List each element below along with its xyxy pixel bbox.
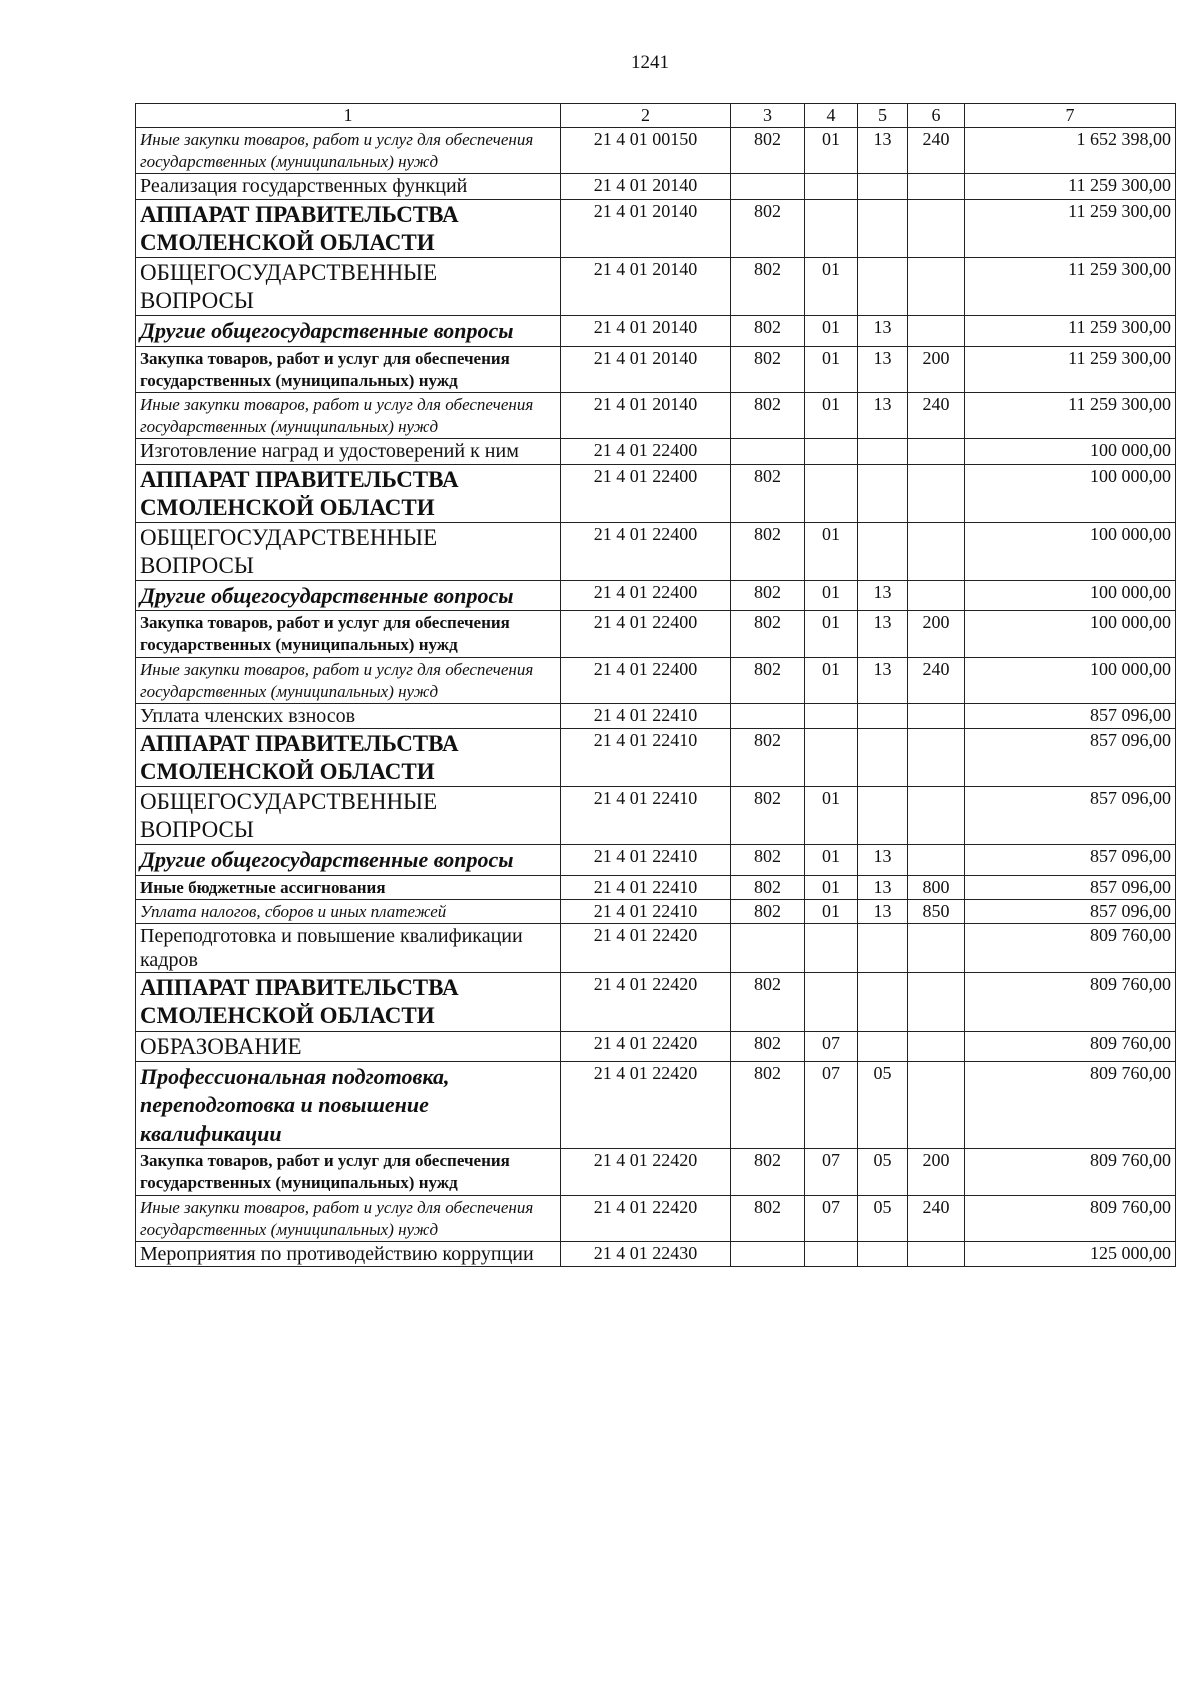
table-row — [136, 128, 1176, 174]
row-target-code: 21 4 01 22420 — [561, 1031, 731, 1061]
table-row — [136, 900, 1176, 924]
row-ministry-code: 802 — [731, 522, 805, 580]
page-number: 1241 — [631, 52, 669, 73]
row-subsection-code: 13 — [858, 900, 908, 924]
row-subsection-code: 05 — [858, 1195, 908, 1241]
row-subsection-code — [858, 1241, 908, 1267]
row-target-code: 21 4 01 20140 — [561, 392, 731, 438]
row-subsection-code — [858, 522, 908, 580]
row-section-code: 07 — [805, 1149, 858, 1195]
row-subsection-code: 13 — [858, 128, 908, 174]
row-name: Другие общегосударственные вопросы — [136, 580, 561, 611]
table-row — [136, 392, 1176, 438]
col-header-7: 7 — [965, 104, 1176, 128]
table-row — [136, 199, 1176, 257]
row-name: АППАРАТ ПРАВИТЕЛЬСТВА СМОЛЕНСКОЙ ОБЛАСТИ — [136, 464, 561, 522]
table-row — [136, 522, 1176, 580]
row-target-code: 21 4 01 00150 — [561, 128, 731, 174]
row-expense-type — [908, 438, 965, 464]
row-section-code: 07 — [805, 1195, 858, 1241]
row-amount: 857 096,00 — [965, 876, 1176, 900]
row-section-code — [805, 973, 858, 1031]
row-section-code — [805, 703, 858, 729]
row-subsection-code — [858, 703, 908, 729]
row-name: ОБЩЕГОСУДАРСТВЕННЫЕ ВОПРОСЫ — [136, 522, 561, 580]
row-name: Другие общегосударственные вопросы — [136, 845, 561, 876]
row-target-code: 21 4 01 22430 — [561, 1241, 731, 1267]
col-header-6: 6 — [908, 104, 965, 128]
row-amount: 809 760,00 — [965, 1061, 1176, 1149]
row-subsection-code: 13 — [858, 845, 908, 876]
row-subsection-code — [858, 973, 908, 1031]
table-row — [136, 257, 1176, 315]
row-ministry-code — [731, 703, 805, 729]
row-name: АППАРАТ ПРАВИТЕЛЬСТВА СМОЛЕНСКОЙ ОБЛАСТИ — [136, 199, 561, 257]
row-amount: 125 000,00 — [965, 1241, 1176, 1267]
row-subsection-code: 13 — [858, 346, 908, 392]
table-row — [136, 1241, 1176, 1267]
row-name: Иные закупки товаров, работ и услуг для обеспечения государственных (муниципальных) нужд — [136, 392, 561, 438]
row-expense-type: 240 — [908, 128, 965, 174]
row-ministry-code: 802 — [731, 973, 805, 1031]
table-row — [136, 1061, 1176, 1149]
row-amount: 809 760,00 — [965, 1031, 1176, 1061]
row-section-code: 01 — [805, 257, 858, 315]
table-row — [136, 438, 1176, 464]
table-row — [136, 611, 1176, 657]
row-subsection-code: 13 — [858, 392, 908, 438]
row-ministry-code: 802 — [731, 729, 805, 787]
row-ministry-code: 802 — [731, 199, 805, 257]
row-expense-type: 240 — [908, 392, 965, 438]
row-name: Закупка товаров, работ и услуг для обеспечения государственных (муниципальных) нужд — [136, 346, 561, 392]
row-amount: 100 000,00 — [965, 438, 1176, 464]
row-expense-type — [908, 199, 965, 257]
row-expense-type: 200 — [908, 611, 965, 657]
row-expense-type — [908, 174, 965, 200]
row-name: Закупка товаров, работ и услуг для обеспечения государственных (муниципальных) нужд — [136, 611, 561, 657]
row-name: Изготовление наград и удостоверений к ним — [136, 438, 561, 464]
row-ministry-code — [731, 438, 805, 464]
table-row — [136, 580, 1176, 611]
table-row — [136, 315, 1176, 346]
table-row — [136, 703, 1176, 729]
row-section-code — [805, 1241, 858, 1267]
row-target-code: 21 4 01 20140 — [561, 257, 731, 315]
col-header-1: 1 — [136, 104, 561, 128]
row-ministry-code: 802 — [731, 787, 805, 845]
row-target-code: 21 4 01 22420 — [561, 1195, 731, 1241]
table-row — [136, 924, 1176, 973]
table-row — [136, 346, 1176, 392]
row-target-code: 21 4 01 22400 — [561, 611, 731, 657]
row-name: Закупка товаров, работ и услуг для обеспечения государственных (муниципальных) нужд — [136, 1149, 561, 1195]
row-expense-type: 200 — [908, 1149, 965, 1195]
row-ministry-code: 802 — [731, 845, 805, 876]
row-subsection-code: 05 — [858, 1061, 908, 1149]
row-section-code: 01 — [805, 346, 858, 392]
row-subsection-code — [858, 464, 908, 522]
table-row — [136, 657, 1176, 703]
row-amount: 809 760,00 — [965, 973, 1176, 1031]
row-target-code: 21 4 01 22400 — [561, 657, 731, 703]
row-section-code: 01 — [805, 900, 858, 924]
row-expense-type — [908, 1031, 965, 1061]
row-subsection-code — [858, 924, 908, 973]
budget-table — [135, 103, 1176, 1267]
row-amount: 11 259 300,00 — [965, 315, 1176, 346]
row-ministry-code: 802 — [731, 900, 805, 924]
col-header-5: 5 — [858, 104, 908, 128]
row-expense-type: 240 — [908, 657, 965, 703]
row-amount: 100 000,00 — [965, 464, 1176, 522]
row-amount: 857 096,00 — [965, 787, 1176, 845]
row-amount: 1 652 398,00 — [965, 128, 1176, 174]
row-section-code — [805, 729, 858, 787]
col-header-4: 4 — [805, 104, 858, 128]
row-target-code: 21 4 01 22410 — [561, 703, 731, 729]
row-ministry-code: 802 — [731, 580, 805, 611]
row-target-code: 21 4 01 20140 — [561, 315, 731, 346]
row-section-code: 01 — [805, 522, 858, 580]
row-name: АППАРАТ ПРАВИТЕЛЬСТВА СМОЛЕНСКОЙ ОБЛАСТИ — [136, 973, 561, 1031]
row-target-code: 21 4 01 20140 — [561, 174, 731, 200]
row-expense-type — [908, 1061, 965, 1149]
row-section-code — [805, 924, 858, 973]
col-header-2: 2 — [561, 104, 731, 128]
row-amount: 809 760,00 — [965, 1149, 1176, 1195]
table-body — [136, 128, 1176, 1267]
row-expense-type — [908, 1241, 965, 1267]
row-name: Переподготовка и повышение квалификации кадров — [136, 924, 561, 973]
row-subsection-code — [858, 787, 908, 845]
row-subsection-code: 13 — [858, 580, 908, 611]
row-target-code: 21 4 01 22400 — [561, 438, 731, 464]
row-expense-type — [908, 464, 965, 522]
row-amount: 100 000,00 — [965, 657, 1176, 703]
row-ministry-code: 802 — [731, 876, 805, 900]
row-section-code: 01 — [805, 315, 858, 346]
table-row — [136, 845, 1176, 876]
row-amount: 857 096,00 — [965, 703, 1176, 729]
row-amount: 11 259 300,00 — [965, 346, 1176, 392]
row-expense-type: 800 — [908, 876, 965, 900]
row-subsection-code — [858, 257, 908, 315]
row-subsection-code — [858, 1031, 908, 1061]
row-name: Уплата налогов, сборов и иных платежей — [136, 900, 561, 924]
table-row — [136, 729, 1176, 787]
row-section-code: 01 — [805, 845, 858, 876]
row-name: Мероприятия по противодействию коррупции — [136, 1241, 561, 1267]
row-subsection-code — [858, 174, 908, 200]
row-name: ОБРАЗОВАНИЕ — [136, 1031, 561, 1061]
row-amount: 11 259 300,00 — [965, 199, 1176, 257]
row-target-code: 21 4 01 22400 — [561, 522, 731, 580]
row-section-code: 01 — [805, 787, 858, 845]
row-amount: 857 096,00 — [965, 845, 1176, 876]
row-expense-type — [908, 845, 965, 876]
row-ministry-code: 802 — [731, 1149, 805, 1195]
row-expense-type: 850 — [908, 900, 965, 924]
row-section-code — [805, 174, 858, 200]
row-amount: 100 000,00 — [965, 580, 1176, 611]
row-target-code: 21 4 01 22420 — [561, 924, 731, 973]
row-ministry-code — [731, 1241, 805, 1267]
table-row — [136, 1149, 1176, 1195]
row-target-code: 21 4 01 22410 — [561, 845, 731, 876]
row-amount: 100 000,00 — [965, 522, 1176, 580]
row-section-code: 01 — [805, 580, 858, 611]
row-amount: 857 096,00 — [965, 900, 1176, 924]
row-target-code: 21 4 01 20140 — [561, 199, 731, 257]
row-ministry-code: 802 — [731, 657, 805, 703]
row-ministry-code: 802 — [731, 1061, 805, 1149]
row-section-code: 01 — [805, 392, 858, 438]
row-expense-type: 200 — [908, 346, 965, 392]
row-name: Иные закупки товаров, работ и услуг для обеспечения государственных (муниципальных) нужд — [136, 1195, 561, 1241]
row-target-code: 21 4 01 22420 — [561, 973, 731, 1031]
row-section-code: 01 — [805, 657, 858, 703]
row-ministry-code: 802 — [731, 611, 805, 657]
row-expense-type — [908, 257, 965, 315]
row-expense-type — [908, 973, 965, 1031]
row-subsection-code: 13 — [858, 876, 908, 900]
row-amount: 100 000,00 — [965, 611, 1176, 657]
row-target-code: 21 4 01 22420 — [561, 1149, 731, 1195]
row-amount: 809 760,00 — [965, 924, 1176, 973]
row-ministry-code: 802 — [731, 1195, 805, 1241]
row-ministry-code: 802 — [731, 464, 805, 522]
row-name: ОБЩЕГОСУДАРСТВЕННЫЕ ВОПРОСЫ — [136, 787, 561, 845]
row-target-code: 21 4 01 22400 — [561, 464, 731, 522]
row-target-code: 21 4 01 20140 — [561, 346, 731, 392]
row-name: Иные закупки товаров, работ и услуг для обеспечения государственных (муниципальных) нужд — [136, 128, 561, 174]
row-amount: 11 259 300,00 — [965, 257, 1176, 315]
row-ministry-code: 802 — [731, 392, 805, 438]
row-section-code: 01 — [805, 128, 858, 174]
row-name: Иные закупки товаров, работ и услуг для обеспечения государственных (муниципальных) нужд — [136, 657, 561, 703]
row-section-code: 07 — [805, 1061, 858, 1149]
row-section-code: 01 — [805, 611, 858, 657]
row-expense-type — [908, 315, 965, 346]
row-ministry-code: 802 — [731, 1031, 805, 1061]
row-target-code: 21 4 01 22410 — [561, 876, 731, 900]
row-amount: 11 259 300,00 — [965, 392, 1176, 438]
table-row — [136, 787, 1176, 845]
row-expense-type — [908, 580, 965, 611]
row-section-code — [805, 464, 858, 522]
row-name: АППАРАТ ПРАВИТЕЛЬСТВА СМОЛЕНСКОЙ ОБЛАСТИ — [136, 729, 561, 787]
row-section-code: 01 — [805, 876, 858, 900]
row-name: ОБЩЕГОСУДАРСТВЕННЫЕ ВОПРОСЫ — [136, 257, 561, 315]
table-row — [136, 876, 1176, 900]
row-expense-type — [908, 729, 965, 787]
row-amount: 809 760,00 — [965, 1195, 1176, 1241]
table-row — [136, 464, 1176, 522]
row-expense-type — [908, 787, 965, 845]
row-amount: 857 096,00 — [965, 729, 1176, 787]
row-name: Другие общегосударственные вопросы — [136, 315, 561, 346]
row-target-code: 21 4 01 22410 — [561, 787, 731, 845]
row-ministry-code — [731, 924, 805, 973]
table-row — [136, 973, 1176, 1031]
row-section-code — [805, 199, 858, 257]
row-name: Уплата членских взносов — [136, 703, 561, 729]
header-row — [136, 104, 1176, 128]
row-subsection-code: 13 — [858, 315, 908, 346]
row-expense-type — [908, 924, 965, 973]
row-subsection-code: 13 — [858, 611, 908, 657]
row-target-code: 21 4 01 22410 — [561, 900, 731, 924]
row-target-code: 21 4 01 22400 — [561, 580, 731, 611]
row-name: Профессиональная подготовка, переподготовка и повышение квалификации — [136, 1061, 561, 1149]
row-ministry-code: 802 — [731, 128, 805, 174]
row-ministry-code: 802 — [731, 315, 805, 346]
row-target-code: 21 4 01 22410 — [561, 729, 731, 787]
row-subsection-code — [858, 438, 908, 464]
row-name: Реализация государственных функций — [136, 174, 561, 200]
row-amount: 11 259 300,00 — [965, 174, 1176, 200]
row-subsection-code — [858, 199, 908, 257]
row-ministry-code: 802 — [731, 346, 805, 392]
table-row — [136, 174, 1176, 200]
row-expense-type — [908, 703, 965, 729]
row-section-code: 07 — [805, 1031, 858, 1061]
row-name: Иные бюджетные ассигнования — [136, 876, 561, 900]
row-target-code: 21 4 01 22420 — [561, 1061, 731, 1149]
row-expense-type: 240 — [908, 1195, 965, 1241]
table-row — [136, 1195, 1176, 1241]
row-section-code — [805, 438, 858, 464]
row-ministry-code — [731, 174, 805, 200]
row-subsection-code: 05 — [858, 1149, 908, 1195]
row-subsection-code — [858, 729, 908, 787]
col-header-3: 3 — [731, 104, 805, 128]
row-subsection-code: 13 — [858, 657, 908, 703]
row-ministry-code: 802 — [731, 257, 805, 315]
table-row — [136, 1031, 1176, 1061]
row-expense-type — [908, 522, 965, 580]
